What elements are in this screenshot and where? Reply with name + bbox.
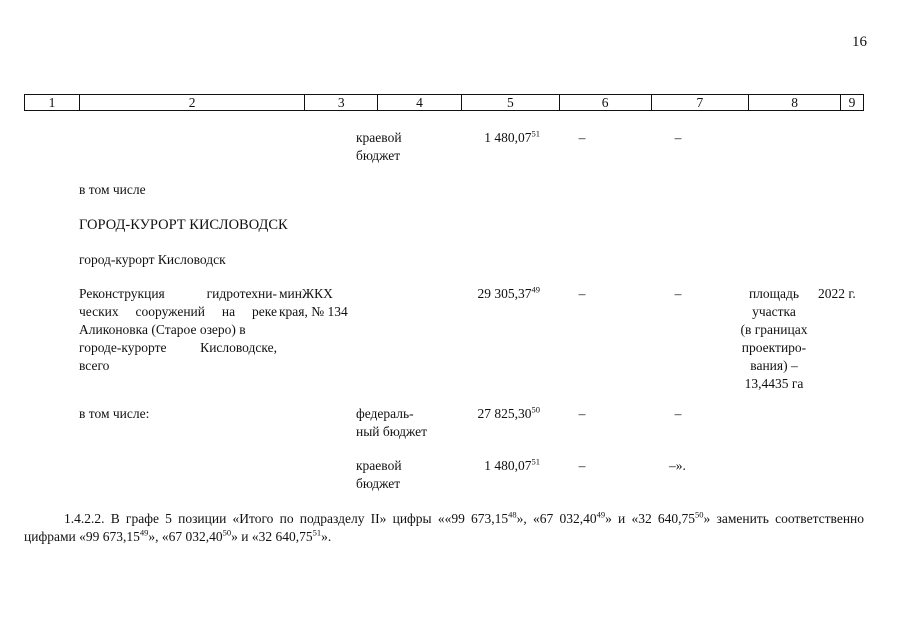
row-reg-amount: [440, 457, 540, 475]
row-fed-col7: –: [674, 406, 682, 421]
header-col-8: 8: [748, 95, 840, 110]
project-name-line3: Аликоновка (Старое озеро) в: [79, 322, 246, 337]
para-sup-2: 49: [596, 509, 606, 520]
header-col-1: 1: [48, 95, 56, 110]
project-col7: –: [674, 286, 682, 301]
row1-col7: –: [674, 130, 682, 145]
row-fed-source: [356, 405, 451, 441]
row-reg-source-line1: краевой: [356, 458, 402, 473]
project-year: 2022 г.: [818, 286, 856, 301]
row1-amount-value: 1 480,07: [484, 130, 532, 145]
para-text-1: 1.4.2.2. В графе 5 позиции «Итого по подразделу II» цифры ««99 673,15: [64, 511, 509, 526]
project-name-line2: ческих сооружений на реке: [79, 304, 277, 319]
row-reg-amount-value: 1 480,07: [484, 458, 532, 473]
project-result-line6: 13,4435 га: [744, 376, 804, 391]
row1-amount: [440, 129, 540, 147]
project-result-line5: вания) –: [750, 358, 798, 373]
row-reg-col7: –».: [669, 458, 686, 473]
row-fed-source-line1: федераль-: [356, 406, 414, 421]
row-reg-source: [356, 457, 446, 493]
para-sup-6: 51: [312, 527, 322, 538]
project-result-line3: (в границах: [740, 322, 808, 337]
para-text-3: » и «32 640,75: [605, 511, 696, 526]
header-col-9: 9: [840, 95, 863, 110]
row-fed-col6: –: [578, 406, 586, 421]
project-amount-footnote: 49: [531, 284, 540, 295]
project-customer-line2: края, № 134: [279, 304, 348, 319]
city-heading: ГОРОД-КУРОРТ КИСЛОВОДСК: [79, 217, 288, 233]
row1-amount-footnote: 51: [531, 128, 540, 139]
project-result-line1: площадь: [748, 286, 800, 301]
project-result-line2: участка: [752, 304, 796, 319]
para-text-7: ».: [321, 529, 332, 544]
including-label-2: в том числе:: [79, 406, 150, 421]
project-name-line1: [79, 285, 277, 303]
header-col-2: 2: [79, 95, 304, 110]
city-subheading: город-курорт Кисловодск: [79, 252, 226, 267]
para-sup-5: 50: [222, 527, 232, 538]
project-result: [722, 285, 826, 393]
row-fed-amount: [440, 405, 540, 423]
including-label-1: в том числе: [79, 182, 146, 197]
project-result-line4: проектиро-: [741, 340, 807, 355]
header-col-3: 3: [304, 95, 377, 110]
para-sup-4: 49: [139, 527, 149, 538]
row1-source: [356, 129, 446, 165]
row-reg-amount-footnote: 51: [531, 456, 540, 467]
amendment-paragraph: [24, 510, 864, 546]
row-fed-source-line2: ный бюджет: [356, 424, 428, 439]
row-reg-source-line2: бюджет: [356, 476, 401, 491]
header-col-4: 4: [377, 95, 461, 110]
project-customer-line1: минЖКХ: [279, 286, 333, 301]
project-name-line4: городе-курорте Кисловодске,: [79, 340, 277, 355]
table-header-row: [24, 94, 864, 111]
para-sup-1: 48: [508, 509, 517, 520]
project-name-line5: всего: [79, 358, 110, 373]
row1-source-line1: краевой: [356, 130, 402, 145]
row-fed-amount-footnote: 50: [531, 404, 540, 415]
para-text-4: » заменить соответственно цифрами «99 673,15: [24, 511, 865, 544]
project-name: [79, 285, 277, 375]
project-amount-value: 29 305,37: [477, 286, 532, 301]
para-text-6: » и «32 640,75: [231, 529, 313, 544]
para-text-2: », «67 032,40: [516, 511, 597, 526]
row-fed-amount-value: 27 825,30: [477, 406, 532, 421]
header-col-5: 5: [461, 95, 559, 110]
project-name-word1: Реконструкция: [79, 286, 165, 301]
header-col-7: 7: [651, 95, 749, 110]
project-customer: [279, 285, 359, 321]
project-col6: –: [578, 286, 586, 301]
page-number: 16: [852, 34, 867, 50]
row1-col6: –: [578, 130, 586, 145]
project-name-word2: гидротехни-: [206, 286, 277, 301]
row-reg-col6: –: [578, 458, 586, 473]
header-col-6: 6: [559, 95, 651, 110]
project-amount: [440, 285, 540, 303]
para-text-5: », «67 032,40: [148, 529, 223, 544]
row1-source-line2: бюджет: [356, 148, 401, 163]
para-sup-3: 50: [695, 509, 704, 520]
